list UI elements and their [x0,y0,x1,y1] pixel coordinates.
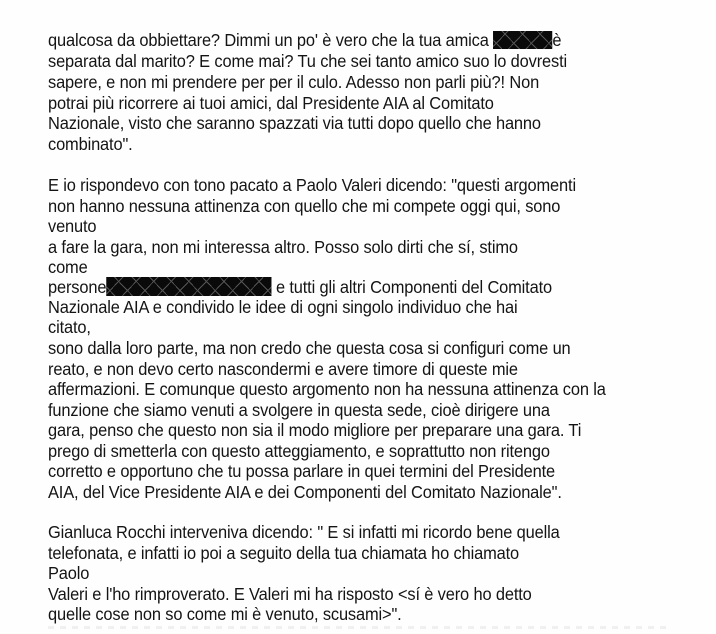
text-segment: e tutti gli altri Componenti del Comitato [271,277,552,297]
text-line: potrai più ricorrere ai tuoi amici, dal Presidente AIA al Comitato [48,93,494,113]
text-line: Nazionale, visto che saranno spazzati via tutti dopo quello che hanno [48,113,541,133]
text-line: separata dal marito? E come mai? Tu che sei tanto amico suo lo dovresti [48,51,567,71]
text-line: non hanno nessuna attinenza con quello che mi compete oggi qui, sono [48,196,561,216]
text-line: venuto [48,216,97,236]
text-line: quelle cose non so come mi è venuto, scusami>". [48,604,402,624]
text-line: Valeri e l'ho rimproverato. E Valeri mi ha risposto <sí è vero ho detto [48,584,532,604]
text-line: prego di smetterla con questo atteggiamento, e soprattutto non ritengo [48,441,550,461]
text-line: citato, [48,317,91,337]
text-line: corretto e opportuno che tu possa parlare in quei termini del Presidente [48,461,556,481]
text-line: E io rispondevo con tono pacato a Paolo Valeri dicendo: "questi argomenti [48,175,576,195]
text-segment: persone [48,277,107,297]
text-line: gara, penso che questo non sia il modo migliore per preparare una gara. Ti [48,420,582,440]
text-line: Nazionale AIA e condivido le idee di ogni singolo individuo che hai [48,297,518,317]
text-line: telefonata, e infatti io poi a seguito della tua chiamata ho chiamato [48,543,520,563]
cut-off-next-line [48,626,668,629]
text-line: Gianluca Rocchi interveniva dicendo: " E si infatti mi ricordo bene quella [48,522,560,542]
text-line: affermazioni. E comunque questo argomento non ha nessuna attinenza con la [48,379,606,399]
text-line [48,30,561,50]
redaction-box [106,277,271,296]
text-line [48,277,552,297]
text-line: come [48,257,88,277]
text-line: sapere, e non mi prendere per per il culo. Adesso non parli più?! Non [48,72,540,92]
text-line: reato, e non devo certo nascondermi e avere timore di queste mie [48,359,518,379]
text-line: AIA, del Vice Presidente AIA e dei Componenti del Comitato Nazionale". [48,482,562,502]
text-line: combinato". [48,134,133,154]
text-line: sono dalla loro parte, ma non credo che questa cosa si configuri come un [48,338,571,358]
text-line: funzione che siamo venuti a svolgere in questa sede, cioè dirigere una [48,400,550,420]
text-line: a fare la gara, non mi interessa altro. Posso solo dirti che sí, stimo [48,237,518,257]
text-segment: qualcosa da obbiettare? Dimmi un po' è vero che la tua amica [48,30,494,50]
text-line: Paolo [48,563,90,583]
redaction-box [493,31,552,49]
text-segment: è [552,30,562,50]
